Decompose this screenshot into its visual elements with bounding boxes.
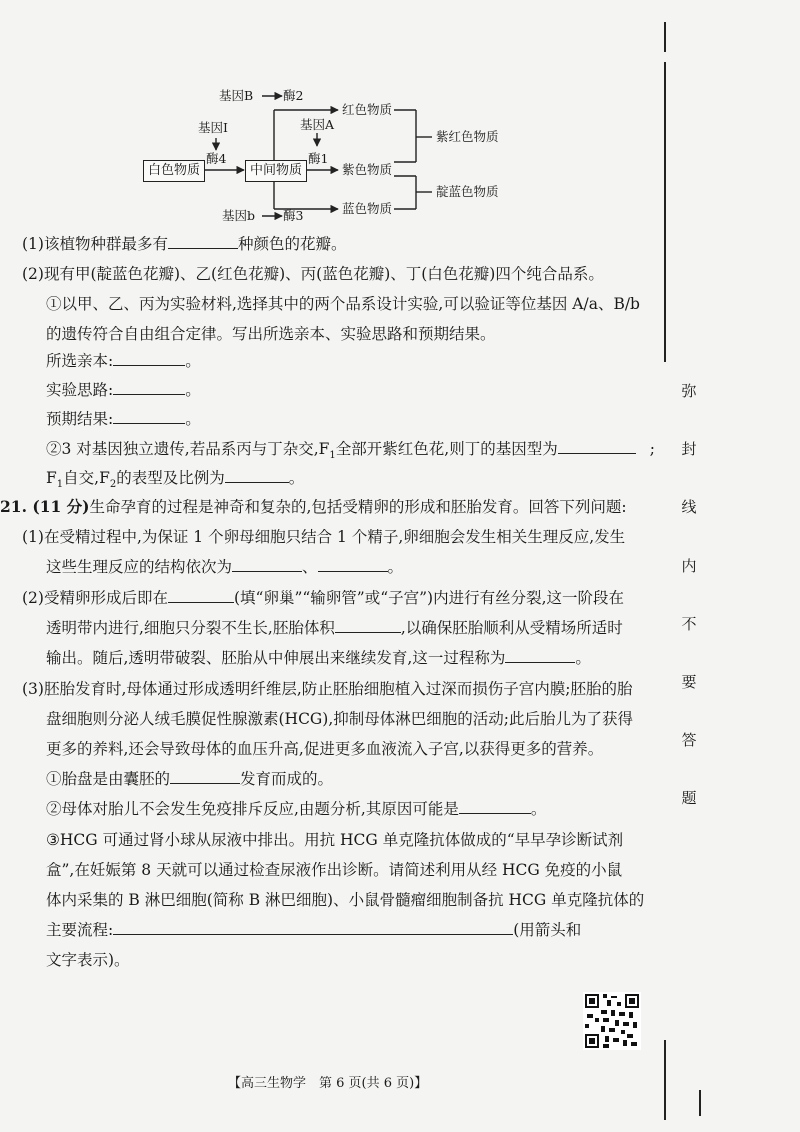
period: 。 xyxy=(185,381,201,399)
intermediate-box: 中间物质 xyxy=(245,160,307,182)
q21-p2a-tail: (填“卵巢”“输卵管”或“子宫”)内进行有丝分裂,这一阶段在 xyxy=(233,589,625,607)
placenta-blank[interactable] xyxy=(170,769,240,784)
parents-line xyxy=(46,350,201,372)
subscript: 1 xyxy=(56,479,64,491)
gene-b-lower-label: 基因b xyxy=(222,208,256,223)
purple-red-substance-label: 紫红色物质 xyxy=(436,129,499,144)
page-footer: 【高三生物学 第 6 页(共 6 页)】 xyxy=(228,1076,428,1091)
q21-p31-tail: 发育而成的。 xyxy=(240,770,334,788)
period: 。 xyxy=(288,469,305,487)
q21-part3-2 xyxy=(46,798,546,820)
margin-char: 内 xyxy=(681,557,697,575)
q20-p1-tail: 种颜色的花瓣。 xyxy=(237,235,347,253)
q20-part2-2b xyxy=(46,467,304,496)
q21-part3-3d xyxy=(46,919,581,941)
location-blank[interactable] xyxy=(168,588,234,603)
period: 。 xyxy=(185,352,201,370)
f-label: F xyxy=(46,469,57,487)
period: 。 xyxy=(185,410,201,428)
gene-i-label: 基因Ⅰ xyxy=(198,120,228,135)
q21-p33d-text: 主要流程: xyxy=(46,921,114,939)
q21-part3b: 盘细胞则分泌人绒毛膜促性腺激素(HCG),抑制母体淋巴细胞的活动;此后胎儿为了获得 xyxy=(46,710,634,728)
margin-line-segment xyxy=(699,1090,701,1116)
q21-p31-text: ①胎盘是由囊胚的 xyxy=(46,770,171,788)
result-blank[interactable] xyxy=(113,409,185,424)
margin-char: 题 xyxy=(681,789,697,807)
enzyme3-label: 酶3 xyxy=(283,208,304,223)
q21-p2c-text: 输出。随后,透明带破裂、胚胎从中伸展出来继续发育,这一过程称为 xyxy=(46,649,506,667)
q20-part1 xyxy=(22,233,346,255)
q21-part1b xyxy=(46,556,403,578)
diagram-lines xyxy=(0,0,800,240)
parents-blank[interactable] xyxy=(113,351,185,366)
period: 。 xyxy=(530,800,547,818)
process-blank[interactable] xyxy=(505,648,575,663)
q20-p22b-text: 自交,F xyxy=(63,469,110,487)
q21-number: 21. (11 分) xyxy=(0,497,90,516)
q21-part1a: (1)在受精过程中,为保证 1 个卵母细胞只结合 1 个精子,卵细胞会发生相关生理反应,发生 xyxy=(22,528,626,546)
margin-char: 答 xyxy=(681,731,697,749)
q20-part2-2a xyxy=(46,438,655,467)
q21-p2b-tail: ,以确保胚胎顺利从受精场所适时 xyxy=(400,619,623,637)
q21-part3a: (3)胚胎发育时,母体通过形成透明纤维层,防止胚胎细胞植入过深而损伤子宫内膜;胚胎的胎 xyxy=(22,680,633,698)
semicolon: ; xyxy=(649,440,655,458)
margin-line-segment xyxy=(664,62,666,362)
margin-char: 要 xyxy=(681,673,697,691)
margin-char: 弥 xyxy=(681,382,697,400)
structure-blank-1[interactable] xyxy=(232,557,302,572)
result-label: 预期结果: xyxy=(46,410,114,428)
q21-part3-1 xyxy=(46,768,333,790)
q21-part2a xyxy=(22,587,624,609)
q21-part3-3a: ③HCG 可通过肾小球从尿液中排出。用抗 HCG 单克隆抗体做成的“早早孕诊断试剂 xyxy=(46,831,624,849)
q20-p1-text: (1)该植物种群最多有 xyxy=(22,235,168,253)
white-substance-box: 白色物质 xyxy=(143,160,205,182)
q21-p32-text: ②母体对胎儿不会发生免疫排斥反应,由题分析,其原因可能是 xyxy=(46,800,459,818)
subscript: 1 xyxy=(329,450,336,462)
idea-line xyxy=(46,379,201,401)
structure-blank-2[interactable] xyxy=(318,557,388,572)
q21-p33d-tail: (用箭头和 xyxy=(513,921,582,939)
q21-p1b-text: 这些生理反应的结构依次为 xyxy=(46,558,233,576)
q20-part2-1b: 的遗传符合自由组合定律。写出所选亲本、实验思路和预期结果。 xyxy=(46,325,496,343)
process-flow-blank[interactable] xyxy=(113,920,513,935)
margin-line-segment xyxy=(664,22,666,52)
dunhao: 、 xyxy=(302,558,318,576)
q20-part2: (2)现有甲(靛蓝色花瓣)、乙(红色花瓣)、丙(蓝色花瓣)、丁(白色花瓣)四个纯合品系。 xyxy=(22,265,604,283)
idea-label: 实验思路: xyxy=(46,381,114,399)
q20-p22-text: ②3 对基因独立遗传,若品系丙与丁杂交,F xyxy=(46,440,330,458)
q21-title-text: 生命孕育的过程是神奇和复杂的,包括受精卵的形成和胚胎发育。回答下列问题: xyxy=(89,498,627,516)
q21-part3-3c: 体内采集的 B 淋巴细胞(简称 B 淋巴细胞)、小鼠骨髓瘤细胞制备抗 HCG 单克隆抗体的 xyxy=(46,891,645,909)
answer-blank[interactable] xyxy=(168,234,238,249)
ratio-blank[interactable] xyxy=(225,468,289,483)
period: 。 xyxy=(387,558,404,576)
red-substance-label: 红色物质 xyxy=(342,102,393,117)
q21-part3-3e: 文字表示)。 xyxy=(46,951,130,969)
q21-part2c xyxy=(46,647,591,669)
enzyme1-label: 酶1 xyxy=(308,151,329,166)
blue-substance-label: 蓝色物质 xyxy=(342,201,393,216)
indigo-blue-substance-label: 靛蓝色物质 xyxy=(436,184,499,199)
result-line xyxy=(46,408,201,430)
q21-p2a-text: (2)受精卵形成后即在 xyxy=(22,589,168,607)
genotype-blank[interactable] xyxy=(558,439,636,454)
q21-title xyxy=(0,496,627,518)
idea-blank[interactable] xyxy=(113,380,185,395)
margin-line-segment xyxy=(664,1040,666,1120)
enzyme4-label: 酶4 xyxy=(206,151,227,166)
q20-p22-mid: 全部开紫红色花,则丁的基因型为 xyxy=(335,440,558,458)
q21-part3c: 更多的养料,还会导致母体的血压升高,促进更多血液流入子宫,以获得更多的营养。 xyxy=(46,740,604,758)
period: 。 xyxy=(575,649,591,667)
gene-b-upper-label: 基因B xyxy=(219,88,254,103)
q21-part3-3b: 盒”,在妊娠第 8 天就可以通过检查尿液作出诊断。请简述利用从经 HCG 免疫的小鼠 xyxy=(46,861,623,879)
margin-char: 封 xyxy=(681,440,697,458)
margin-char: 线 xyxy=(681,498,697,516)
subscript: 2 xyxy=(109,479,117,491)
volume-blank[interactable] xyxy=(335,618,401,633)
q20-part2-1a: ①以甲、乙、丙为实验材料,选择其中的两个品系设计实验,可以验证等位基因 A/a、B/b xyxy=(46,295,640,313)
gene-a-label: 基因A xyxy=(300,117,335,132)
q21-p2b-text: 透明带内进行,细胞只分裂不生长,胚胎体积 xyxy=(46,619,335,637)
margin-char: 不 xyxy=(681,615,697,633)
purple-substance-label: 紫色物质 xyxy=(342,162,393,177)
enzyme2-label: 酶2 xyxy=(283,88,304,103)
q21-part2b xyxy=(46,617,623,639)
reason-blank[interactable] xyxy=(459,799,531,814)
q20-p22b-tail: 的表型及比例为 xyxy=(116,469,225,487)
qr-code-icon xyxy=(583,992,641,1050)
parents-label: 所选亲本: xyxy=(46,352,114,370)
